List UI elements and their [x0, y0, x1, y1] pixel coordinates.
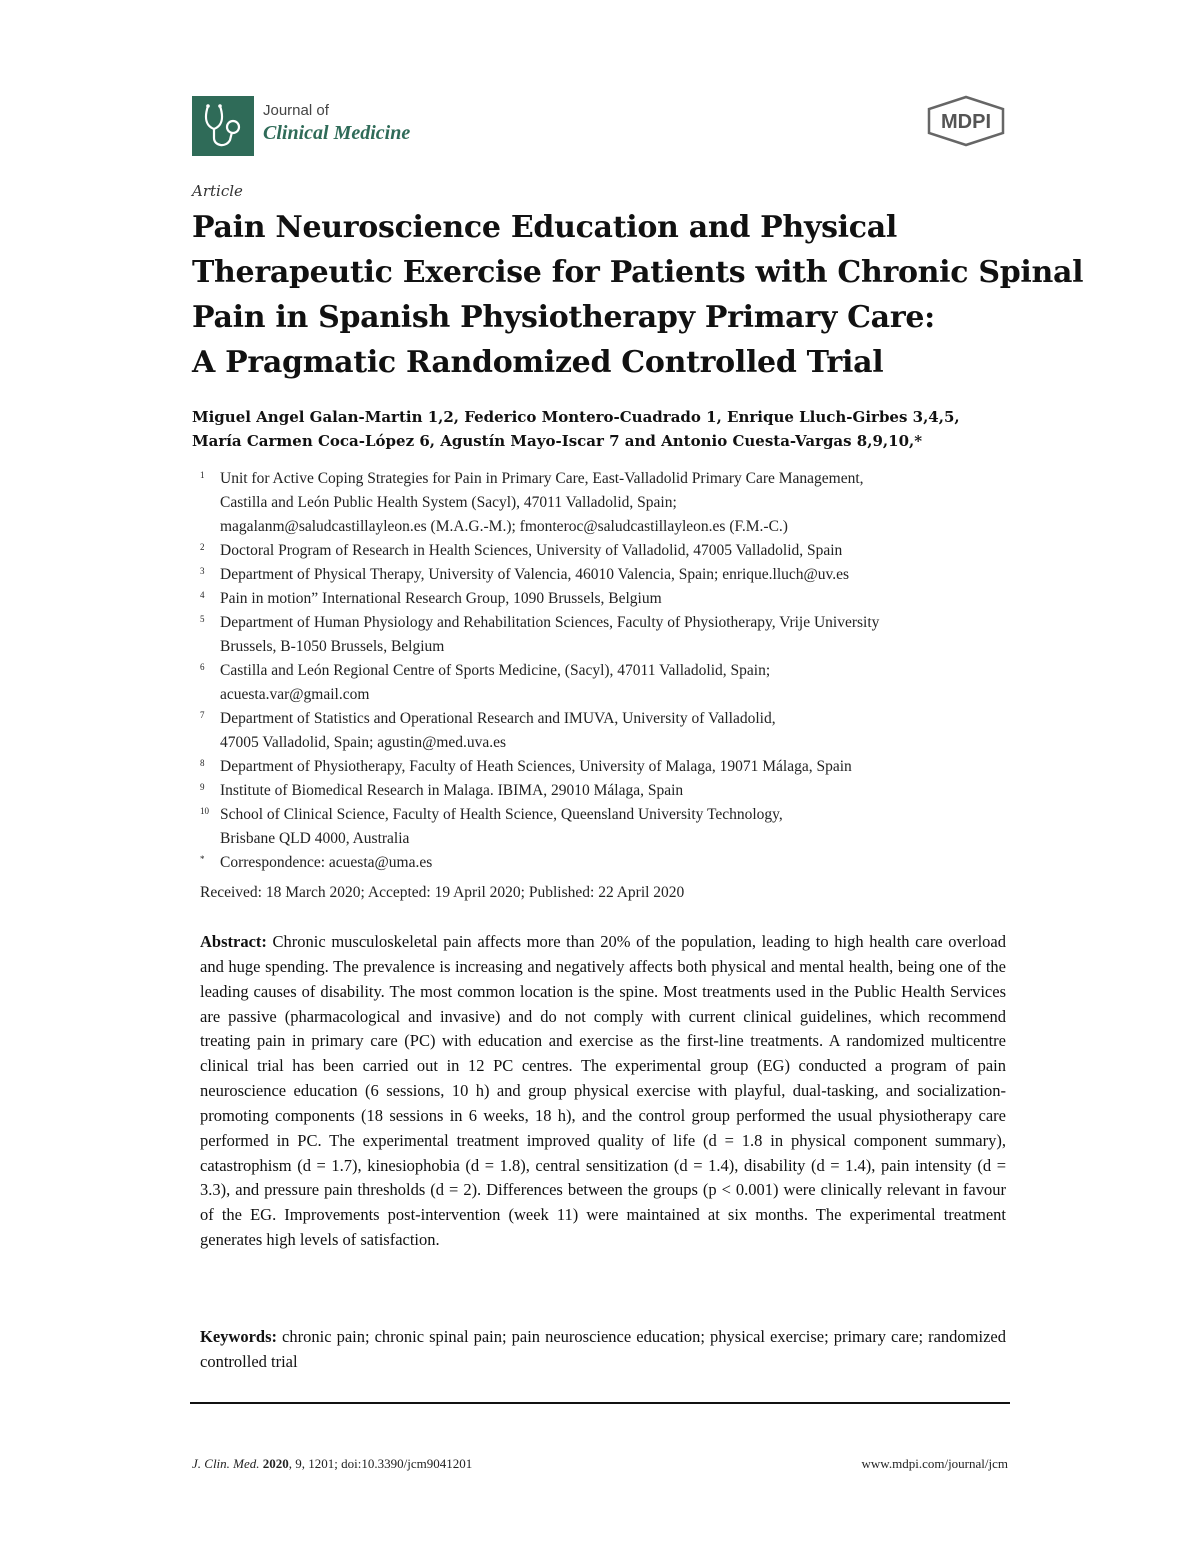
affiliation-number: 4: [200, 590, 205, 600]
correspondence-email[interactable]: Correspondence: acuesta@uma.es: [220, 854, 433, 871]
affiliation-text: Castilla and León Public Health System (Sacyl), 47011 Valladolid, Spain;: [220, 494, 677, 511]
affiliation-item: [200, 803, 1020, 851]
affiliation-item: [200, 779, 1020, 803]
affiliations-list: [200, 467, 1020, 875]
keywords: [200, 1325, 1006, 1375]
title-line: Pain in Spanish Physiotherapy Primary Care:: [192, 300, 935, 335]
abstract: [200, 930, 1006, 1253]
affiliation-text: Brussels, B-1050 Brussels, Belgium: [220, 638, 445, 655]
affiliation-number: 9: [200, 782, 205, 792]
affiliation-item: [200, 587, 1020, 611]
affiliation-text: Department of Physical Therapy, University of Valencia, 46010 Valencia, Spain; enrique.lluch@uv.es: [220, 566, 850, 583]
author-list: [192, 405, 1022, 453]
affiliation-number: 3: [200, 566, 205, 576]
affiliation-number: 6: [200, 662, 205, 672]
affiliation-text: Unit for Active Coping Strategies for Pain in Primary Care, East-Valladolid Primary Care Management,: [220, 470, 864, 487]
affiliation-number: 1: [200, 470, 205, 480]
affiliation-item: [200, 539, 1020, 563]
journal-name-line1: Journal of: [263, 102, 329, 119]
affiliation-item: [200, 563, 1020, 587]
affiliation-email[interactable]: magalanm@saludcastillayleon.es (M.A.G.-M.); fmonteroc@saludcastillayleon.es (F.M.-C.): [220, 518, 788, 535]
correspondence-item: [200, 851, 1020, 875]
affiliation-number: 5: [200, 614, 205, 624]
affiliation-number: *: [200, 854, 205, 864]
affiliation-item: [200, 467, 1020, 539]
journal-name-line2: Clinical Medicine: [263, 121, 411, 144]
citation-footer: [192, 1456, 472, 1472]
journal-name: [263, 103, 410, 144]
affiliation-email[interactable]: acuesta.var@gmail.com: [220, 686, 370, 703]
journal-website-link[interactable]: www.mdpi.com/journal/jcm: [861, 1456, 1008, 1471]
affiliation-text: Department of Statistics and Operational Research and IMUVA, University of Valladolid,: [220, 710, 776, 727]
stethoscope-icon: [192, 96, 254, 156]
affiliation-text: Department of Physiotherapy, Faculty of Heath Sciences, University of Malaga, 19071 Málaga, Spain: [220, 758, 852, 775]
affiliation-text: Castilla and León Regional Centre of Sports Medicine, (Sacyl), 47011 Valladolid, Spain;: [220, 662, 771, 679]
abstract-text: Chronic musculoskeletal pain affects more than 20% of the population, leading to high health care overload and huge spending. The prevalence is increasing and negatively affects both physical and mental health, being one of the leading causes of disability. The most common location is the spine. Most treatments used in the Public Health Services are passive (pharmacological and invasive) and do not comply with current clinical guidelines, which recommend treating pain in primary care (PC) with education and exercise as the first-line treatments. A randomized multicentre clinical trial has been carried out in 12 PC centres. The experimental group (EG) conducted a program of pain neuroscience education (6 sessions, 10 h) and group physical exercise with playful, dual-tasking, and socialization-promoting components (18 sessions in 6 weeks, 18 h), and the control group performed the usual physiotherapy care performed in PC. The experimental treatment improved quality of life (d = 1.8 in physical component summary), catastrophism (d = 1.7), kinesiophobia (d = 1.8), central sensitization (d = 1.4), disability (d = 1.4), pain intensity (d = 3.3), and pressure pain thresholds (d = 2). Differences between the groups (p < 0.001) were clinically relevant in favour of the EG. Improvements post-intervention (week 11) were maintained at six months. The experimental treatment generates high levels of satisfaction.: [200, 932, 1006, 1250]
affiliation-text: Doctoral Program of Research in Health Sciences, University of Valladolid, 47005 Valladolid, Spain: [220, 542, 843, 559]
affiliation-number: 8: [200, 758, 205, 768]
affiliation-item: [200, 611, 1020, 659]
footer-divider: [190, 1402, 1010, 1404]
affiliation-text: Department of Human Physiology and Rehabilitation Sciences, Faculty of Physiotherapy, Vrije University: [220, 614, 880, 631]
abstract-label: Abstract:: [200, 932, 267, 951]
affiliation-text: 47005 Valladolid, Spain; agustin@med.uva.es: [220, 734, 507, 751]
journal-abbrev: J. Clin. Med.: [192, 1456, 260, 1471]
affiliation-number: 2: [200, 542, 205, 552]
keywords-label: Keywords:: [200, 1327, 277, 1346]
author-line: María Carmen Coca-López 6, Agustín Mayo-Iscar 7 and Antonio Cuesta-Vargas 8,9,10,*: [192, 432, 923, 450]
affiliation-text: Institute of Biomedical Research in Malaga. IBIMA, 29010 Málaga, Spain: [220, 782, 684, 799]
keywords-text: chronic pain; chronic spinal pain; pain neuroscience education; physical exercise; primary care; randomized controlled trial: [200, 1327, 1006, 1371]
affiliation-item: [200, 755, 1020, 779]
title-line: Pain Neuroscience Education and Physical: [192, 210, 897, 245]
article-title: [192, 205, 1084, 385]
citation-year: 2020: [262, 1456, 289, 1471]
title-line: A Pragmatic Randomized Controlled Trial: [192, 345, 884, 380]
title-line: Therapeutic Exercise for Patients with Chronic Spinal: [192, 255, 1084, 290]
affiliation-number: 7: [200, 710, 205, 720]
affiliation-item: [200, 659, 1020, 707]
citation-details: , 9, 1201; doi:10.3390/jcm9041201: [288, 1456, 473, 1471]
publisher-logo: [925, 95, 1007, 147]
publication-dates: Received: 18 March 2020; Accepted: 19 April 2020; Published: 22 April 2020: [200, 884, 685, 901]
author-line: Miguel Angel Galan-Martin 1,2, Federico Montero-Cuadrado 1, Enrique Lluch-Girbes 3,4,5,: [192, 408, 960, 426]
publisher-name: MDPI: [941, 111, 991, 133]
mdpi-logo-icon: [925, 95, 1007, 147]
affiliation-text: Brisbane QLD 4000, Australia: [220, 830, 410, 847]
journal-logo: [192, 96, 254, 156]
affiliation-item: [200, 707, 1020, 755]
article-type: Article: [192, 182, 243, 200]
affiliation-text: School of Clinical Science, Faculty of Health Science, Queensland University Technology,: [220, 806, 783, 823]
affiliation-text: Pain in motion” International Research Group, 1090 Brussels, Belgium: [220, 590, 662, 607]
affiliation-number: 10: [200, 806, 209, 816]
